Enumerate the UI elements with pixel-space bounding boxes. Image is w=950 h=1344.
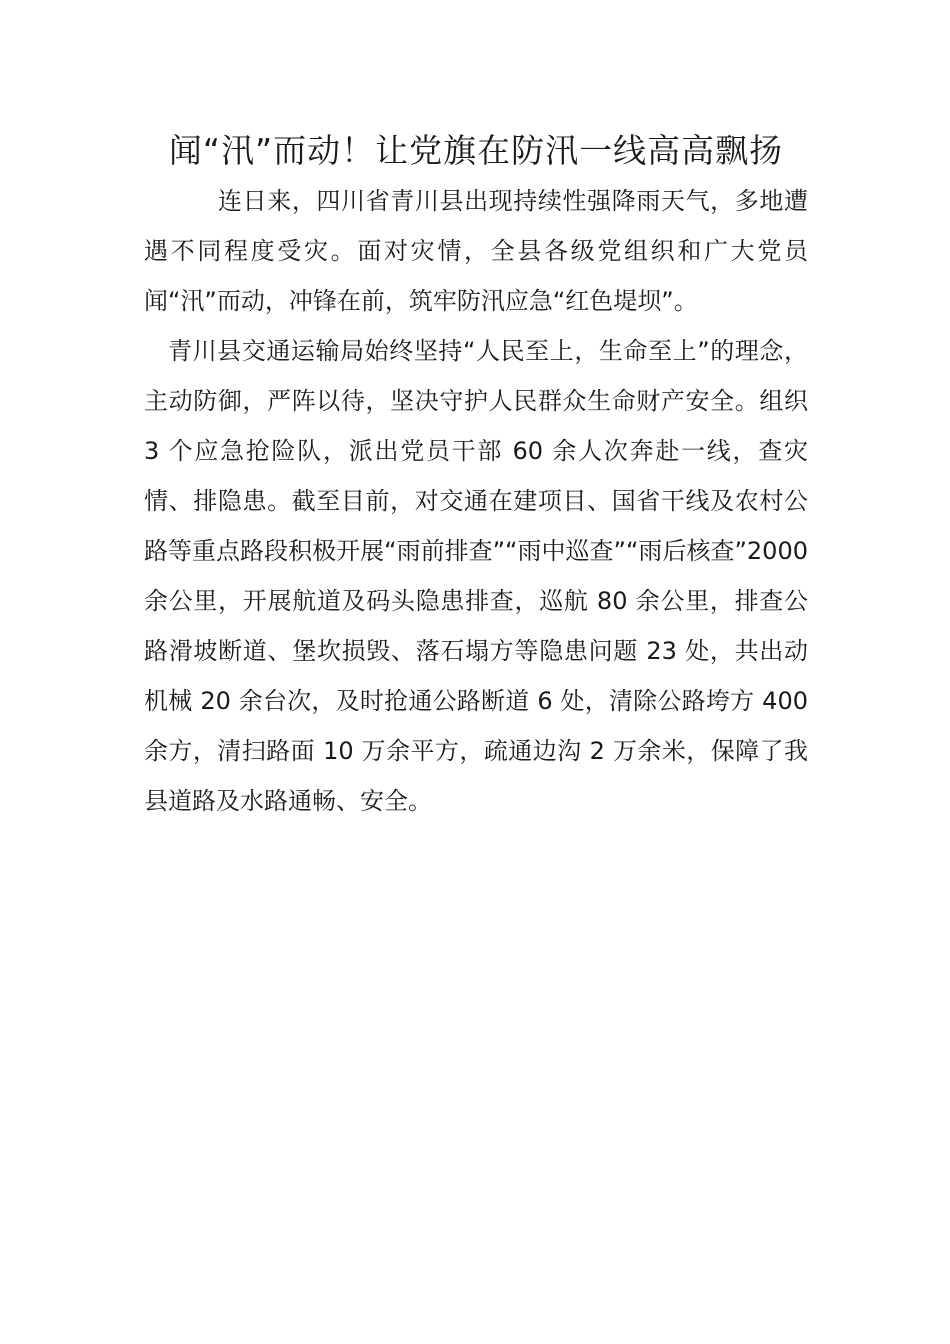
paragraph-transport-bureau: 青川县交通运输局始终坚持“人民至上，生命至上”的理念，主动防御，严阵以待，坚决守护人民群众生命财产安全。组织 3 个应急抢险队，派出党员干部 60 余人次奔赴一线，查灾情、排隐患。截至目前，对交通在建项目、国省干线及农村公路等重点路段积极开展“雨前排查”“雨中巡查”“雨后核查”2000 余公里，开展航道及码头隐患排查，巡航 80 余公里，排查公路滑坡断道、堡坎损毁、落石塌方等隐患问题 23 处，共出动机械 20 余台次，及时抢通公路断道 6 处，清除公路垮方 400 余方，清扫路面 10 万余平方，疏通边沟 2 万余米，保障了我县道路及水路通畅、安全。 [144,337,808,815]
paragraph-intro: 连日来，四川省青川县出现持续性强降雨天气，多地遭遇不同程度受灾。面对灾情，全县各级党组织和广大党员闻“汛”而动，冲锋在前，筑牢防汛应急“红色堤坝”。 [144,187,808,315]
document-title: 闻“汛”而动！让党旗在防汛一线高高飘扬 [168,131,784,170]
document-body [144,128,808,826]
